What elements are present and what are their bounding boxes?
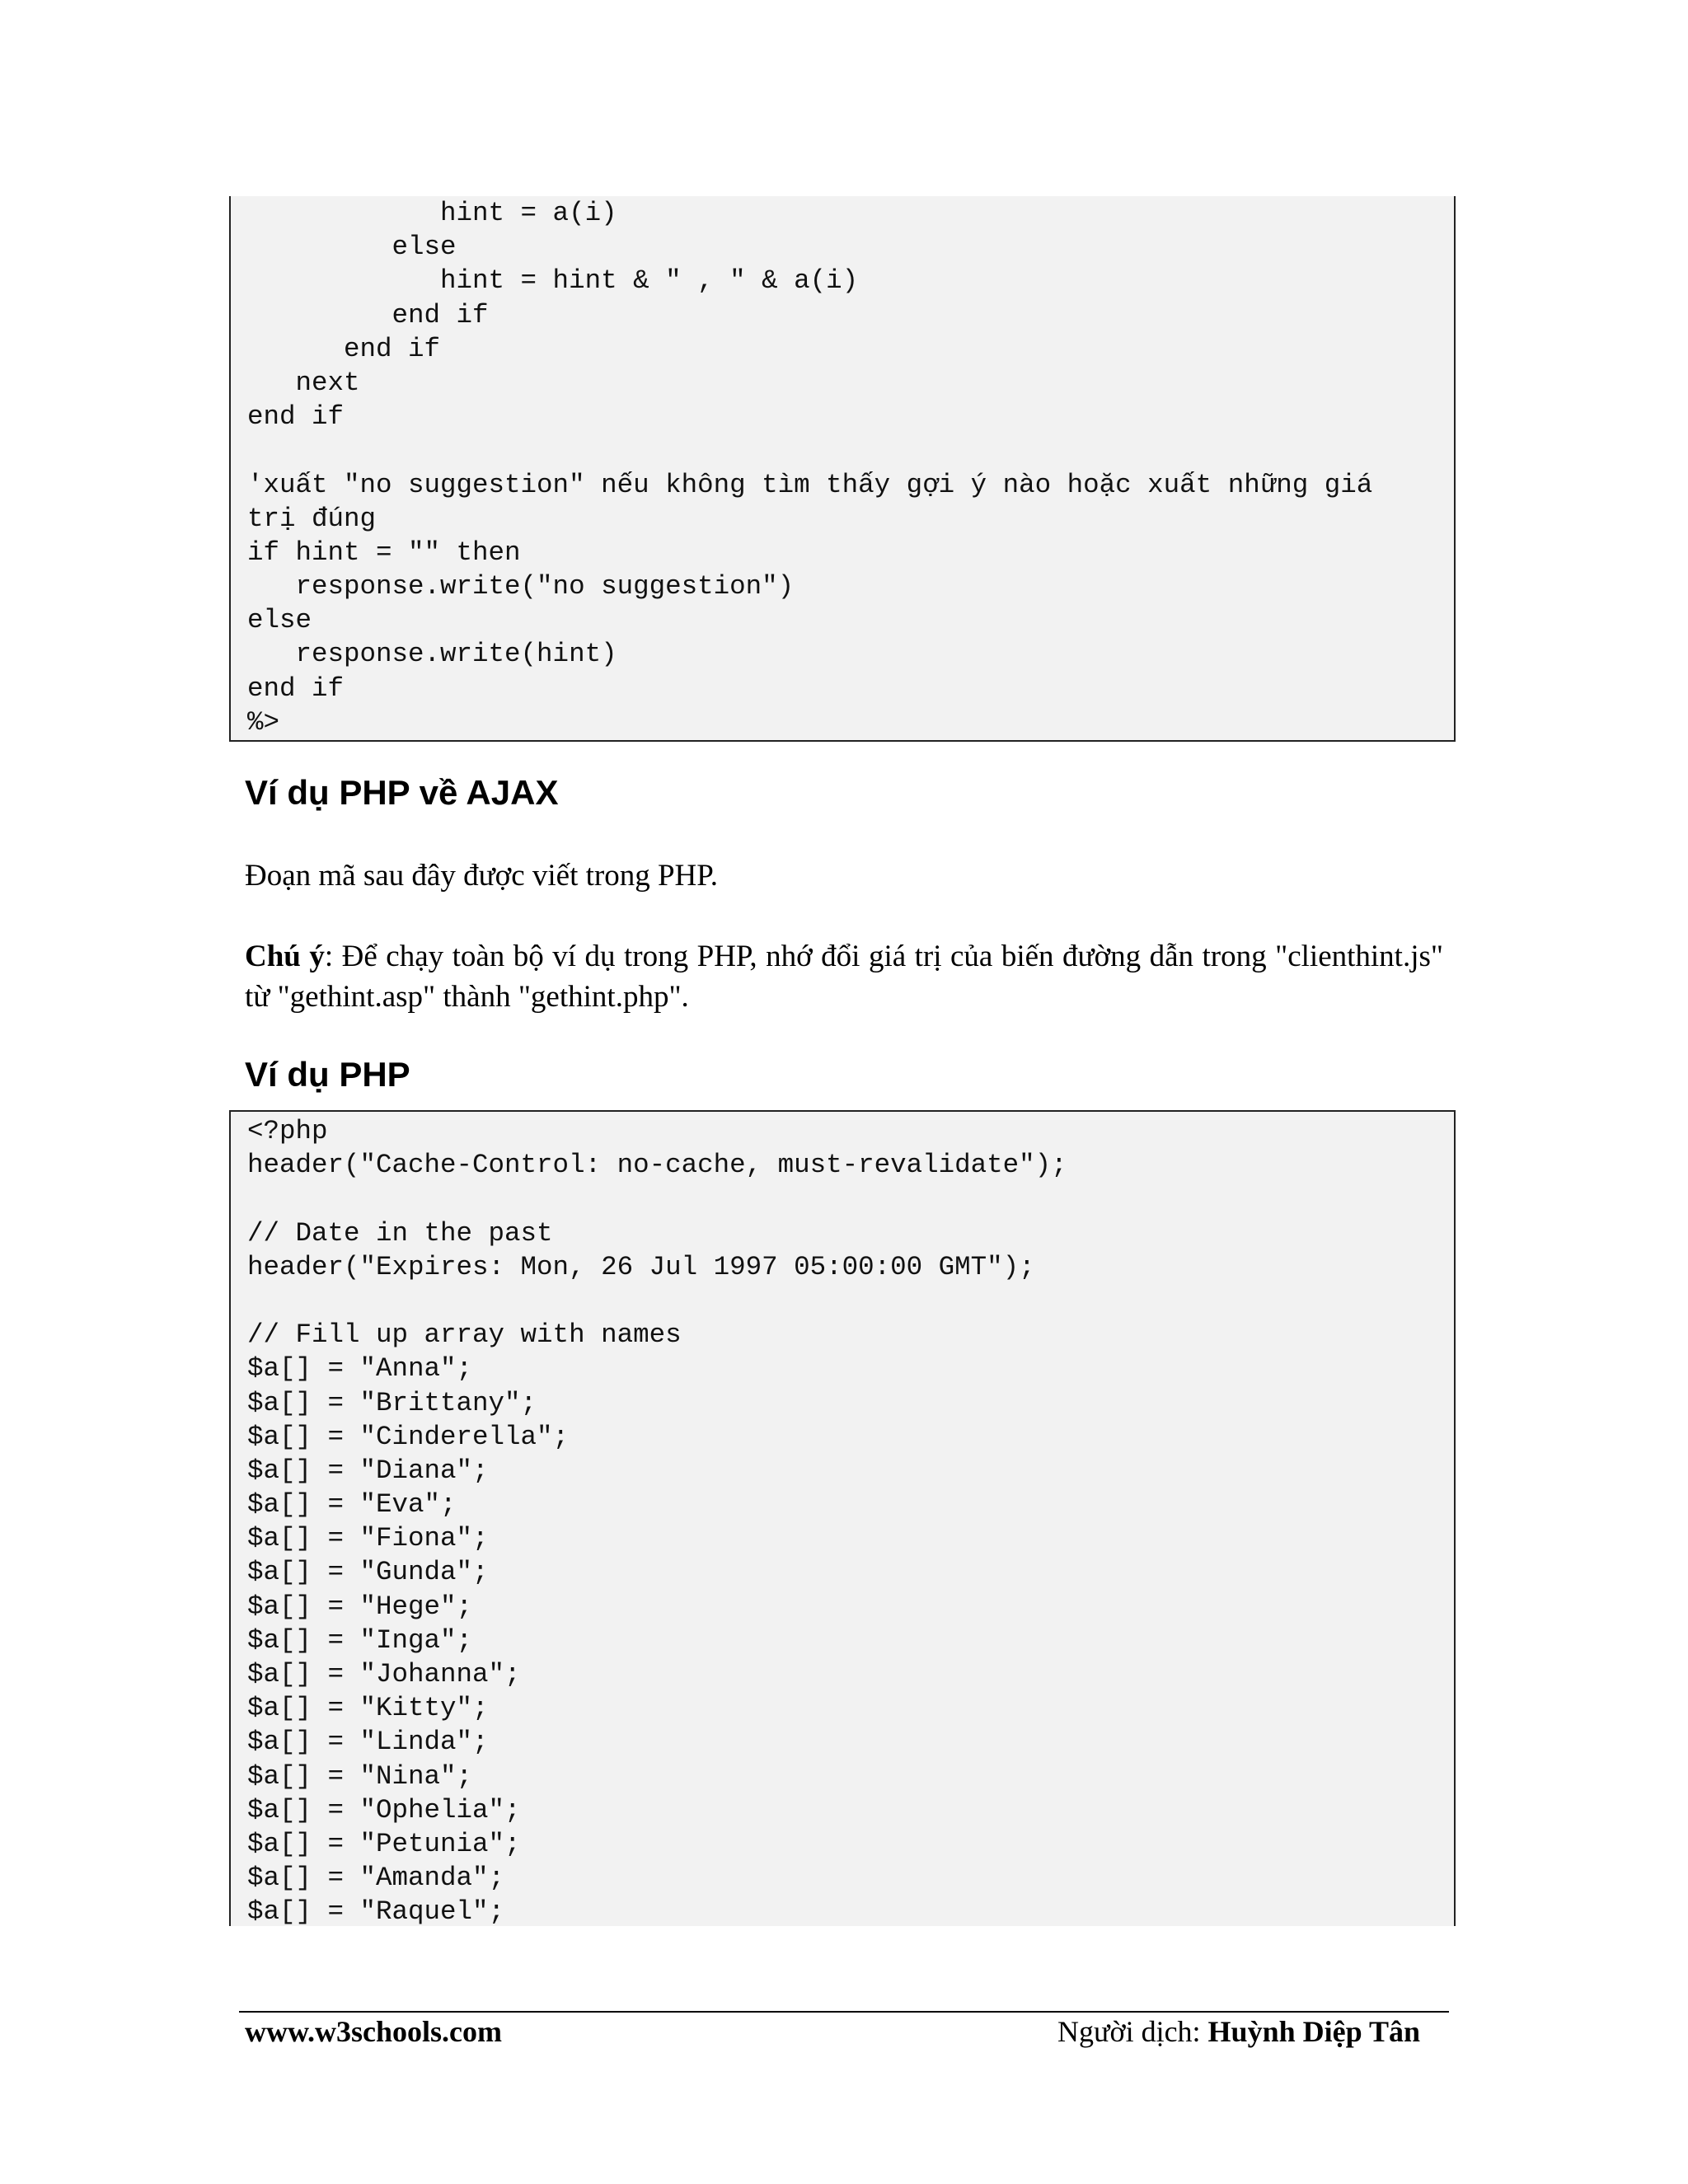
code-block-asp-continuation — [229, 196, 1456, 742]
code-block-php — [229, 1110, 1456, 1926]
footer-translator — [1057, 2014, 1420, 2049]
code-line: end if — [247, 401, 345, 433]
code-line: hint = hint & " , " & a(i) — [247, 265, 859, 297]
section-heading-php-example: Ví dụ PHP — [245, 1055, 410, 1094]
code-line: if hint = "" then — [247, 537, 521, 568]
code-line: trị đúng — [247, 503, 377, 534]
code-line: next — [247, 367, 360, 398]
code-line: end if — [247, 673, 345, 704]
note-paragraph — [245, 936, 1443, 1017]
code-line: $a[] = "Petunia"; — [247, 1828, 521, 1859]
code-line: end if — [247, 333, 441, 364]
note-label: Chú ý — [245, 940, 325, 973]
code-line: $a[] = "Raquel"; — [247, 1896, 505, 1926]
code-line: $a[] = "Cinderella"; — [247, 1421, 570, 1452]
code-line: $a[] = "Brittany"; — [247, 1387, 537, 1418]
intro-paragraph: Đoạn mã sau đây được viết trong PHP. — [245, 859, 718, 893]
code-line: $a[] = "Nina"; — [247, 1760, 473, 1792]
code-line — [247, 1284, 1454, 1318]
code-line: $a[] = "Inga"; — [247, 1624, 473, 1656]
code-line: <?php — [247, 1116, 328, 1146]
translator-label: Người dịch: — [1057, 2015, 1208, 2048]
code-line: %> — [247, 706, 280, 738]
code-line: $a[] = "Hege"; — [247, 1591, 473, 1622]
code-line: else — [247, 605, 312, 636]
code-line: header("Expires: Mon, 26 Jul 1997 05:00:00 GMT"); — [247, 1251, 1035, 1282]
code-line — [247, 1182, 1454, 1216]
code-line: header("Cache-Control: no-cache, must-revalidate"); — [247, 1150, 1067, 1181]
code-line: $a[] = "Diana"; — [247, 1455, 489, 1486]
code-line: response.write("no suggestion") — [247, 571, 795, 602]
code-line: $a[] = "Johanna"; — [247, 1659, 521, 1690]
code-line: hint = a(i) — [247, 198, 617, 228]
code-line: $a[] = "Fiona"; — [247, 1523, 489, 1554]
code-line: // Fill up array with names — [247, 1319, 682, 1351]
translator-name: Huỳnh Diệp Tân — [1207, 2015, 1420, 2048]
code-line: $a[] = "Eva"; — [247, 1489, 457, 1521]
code-line: $a[] = "Kitty"; — [247, 1693, 489, 1724]
code-line: $a[] = "Amanda"; — [247, 1863, 505, 1894]
code-line: $a[] = "Ophelia"; — [247, 1794, 521, 1825]
code-line — [247, 434, 1454, 467]
footer-divider — [239, 2011, 1449, 2013]
note-text: : Để chạy toàn bộ ví dụ trong PHP, nhớ đổi giá trị của biến đường dẫn trong "clienthint.js" từ "gethint.asp" thành "gethint.php". — [245, 940, 1443, 1014]
code-line: end if — [247, 299, 489, 330]
code-line: else — [247, 232, 457, 263]
code-line: // Date in the past — [247, 1217, 553, 1249]
code-line: response.write(hint) — [247, 639, 617, 670]
footer-website: www.w3schools.com — [245, 2015, 502, 2048]
code-line: 'xuất "no suggestion" nếu không tìm thấy gợi ý nào hoặc xuất những giá — [247, 469, 1373, 500]
code-line: $a[] = "Anna"; — [247, 1353, 473, 1385]
section-heading-php-ajax: Ví dụ PHP về AJAX — [245, 773, 559, 812]
code-line: $a[] = "Gunda"; — [247, 1557, 489, 1588]
code-line: $a[] = "Linda"; — [247, 1727, 489, 1758]
